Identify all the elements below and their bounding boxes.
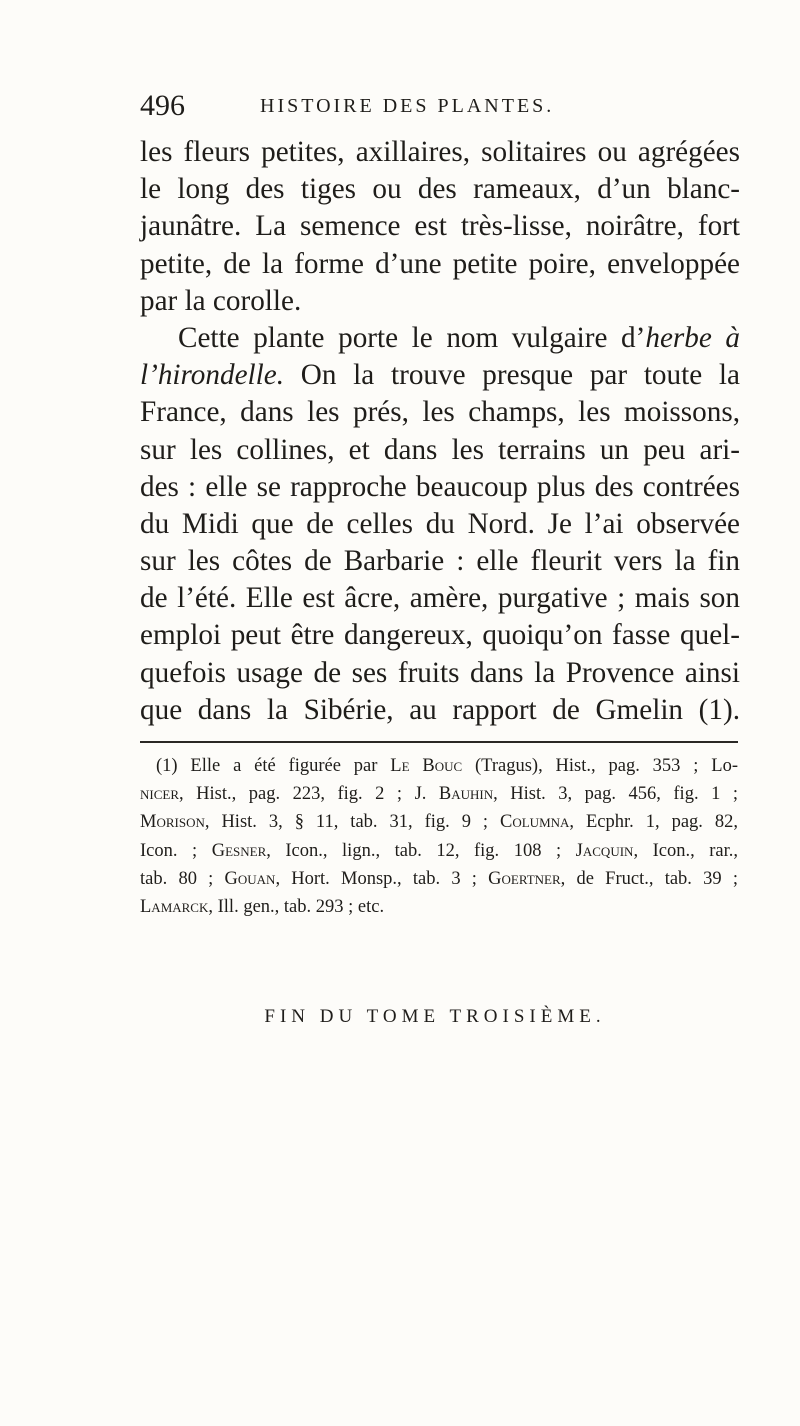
footnote-line [140, 865, 738, 893]
text-segment: (1) Elle a été figurée par [156, 756, 391, 776]
text-segment: , Hist. 3, § 11, tab. 31, fig. 9 ; [204, 812, 501, 833]
author-name: Jacquin [575, 840, 634, 861]
author-name: Le Bouc [390, 756, 463, 776]
footnote-line [140, 808, 738, 836]
text-line: petite, de la forme d’une petite poire, enveloppée [140, 247, 740, 280]
italic-term: herbe à [645, 321, 740, 354]
author-name: Morison [140, 812, 205, 833]
text-segment: On la trouve presque par toute la [284, 359, 740, 392]
author-name: Columna [500, 812, 570, 833]
author-name: nicer [140, 784, 179, 805]
author-name: Bauhin [438, 784, 494, 805]
author-name: Goertner [488, 868, 561, 889]
text-line: jaunâtre. La semence est très-lisse, noirâtre, fort [140, 210, 740, 243]
footnote-line [140, 752, 738, 780]
page-header [140, 86, 700, 126]
text-segment: (Tragus), Hist., pag. 353 ; Lo- [462, 756, 738, 776]
footnote [140, 752, 738, 921]
text-line: que dans la Sibérie, au rapport de Gmelin (1). [140, 693, 740, 726]
page-number: 496 [140, 89, 185, 122]
text-segment: , Hort. Monsp., tab. 3 ; [275, 868, 489, 889]
text-line: emploi peut être dangereux, quoiqu’on fasse quel- [140, 619, 740, 652]
text-segment: , Ecphr. 1, pag. 82, [569, 812, 738, 833]
text-segment: , Icon., rar., [633, 840, 739, 861]
text-line [140, 320, 740, 357]
text-line: sur les côtes de Barbarie : elle fleurit vers la fin [140, 545, 740, 578]
text-segment: Icon. ; [140, 840, 212, 861]
text-line: le long des tiges ou des rameaux, d’un blanc- [140, 173, 740, 206]
text-line: sur les collines, et dans les terrains un peu ari- [140, 433, 740, 466]
text-line [140, 357, 740, 394]
author-name: Lamarck [140, 896, 209, 917]
footnote-line [140, 780, 738, 808]
text-segment: , Ill. gen., tab. 293 ; etc. [208, 896, 385, 917]
text-segment: , Icon., lign., tab. 12, fig. 108 ; [266, 840, 576, 861]
main-text [140, 134, 740, 729]
text-line: quefois usage de ses fruits dans la Provence ainsi [140, 656, 740, 689]
text-line: France, dans les prés, les champs, les moissons, [140, 396, 740, 429]
author-name: Gesner [211, 840, 267, 861]
text-segment: , de Fruct., tab. 39 ; [560, 868, 738, 889]
text-segment: tab. 80 ; [140, 868, 225, 889]
text-line: des : elle se rapproche beaucoup plus des contrées [140, 470, 740, 503]
footnote-rule [140, 741, 738, 743]
footnote-line [140, 893, 738, 921]
end-of-volume-mark: FIN DU TOME TROISIÈME. [264, 1006, 606, 1027]
running-title: HISTOIRE DES PLANTES. [260, 95, 555, 117]
author-name: Gouan [224, 868, 276, 889]
text-segment: Cette plante porte le nom vulgaire d’ [178, 321, 646, 354]
text-segment: , Hist., pag. 223, fig. 2 ; J. [179, 784, 439, 805]
text-line: de l’été. Elle est âcre, amère, purgative ; mais son [140, 582, 740, 615]
footnote-line [140, 837, 738, 865]
italic-term: l’hirondelle. [140, 359, 285, 392]
text-segment: , Hist. 3, pag. 456, fig. 1 ; [493, 784, 738, 805]
text-line: par la corolle. [140, 284, 302, 317]
text-line: les fleurs petites, axillaires, solitaires ou agrégées [140, 136, 740, 168]
text-line: du Midi que de celles du Nord. Je l’ai observée [140, 507, 740, 540]
